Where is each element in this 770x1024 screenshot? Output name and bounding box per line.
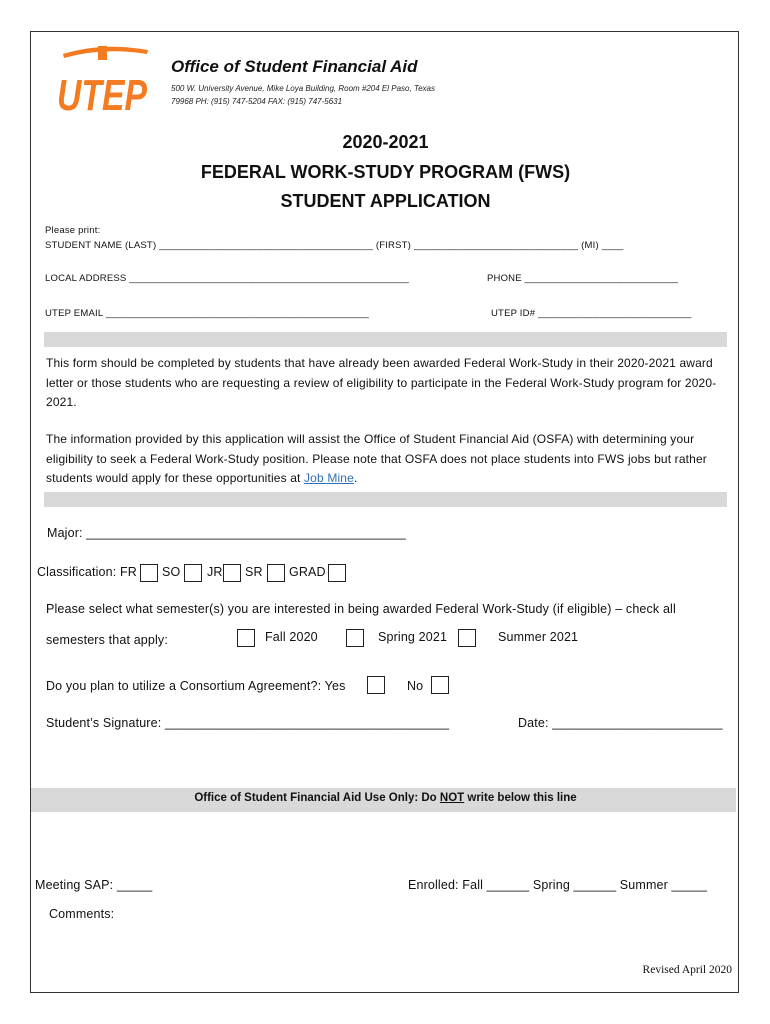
form-year: 2020-2021: [342, 132, 429, 152]
semester-question: Please select what semester(s) you are interested in being awarded Federal Work-Study (if eligible) – check all: [46, 602, 676, 616]
signature-field[interactable]: Student’s Signature: ________________________________________: [46, 716, 450, 730]
application-subtitle: STUDENT APPLICATION: [280, 191, 491, 211]
local-address-field[interactable]: LOCAL ADDRESS ___________________________________________________: [45, 273, 409, 284]
address-line-1: 500 W. University Avenue, Mike Loya Building, Room #204 El Paso, Texas: [171, 84, 435, 93]
meeting-sap-field: Meeting SAP: _____: [35, 878, 153, 892]
program-title: FEDERAL WORK-STUDY PROGRAM (FWS): [200, 162, 571, 182]
classification-label: Classification: FR: [37, 565, 137, 579]
consortium-question: Do you plan to utilize a Consortium Agreement?: Yes: [46, 679, 346, 693]
student-name-field[interactable]: STUDENT NAME (LAST) _______________________________________ (FIRST) ______________________________ (MI) ____: [45, 240, 624, 251]
utep-logo: [53, 40, 153, 120]
grad-label: GRAD: [289, 565, 326, 579]
fr-checkbox[interactable]: [140, 564, 158, 582]
jr-label: JR: [207, 565, 223, 579]
semester-question-cont: semesters that apply:: [46, 633, 168, 647]
info-paragraph-end: .: [353, 471, 358, 485]
info-paragraph: [46, 430, 736, 489]
consortium-no-checkbox[interactable]: [431, 676, 449, 694]
office-use-not: NOT: [439, 792, 465, 804]
sr-checkbox[interactable]: [267, 564, 285, 582]
section-divider-bar-2: [44, 492, 727, 507]
application-form-page: [30, 31, 739, 993]
utep-logo-text: UTEP: [57, 71, 148, 120]
date-field[interactable]: Date: ________________________: [518, 716, 723, 730]
fall-2020-checkbox[interactable]: [237, 629, 255, 647]
enrolled-field: Enrolled: Fall ______ Spring ______ Summer _____: [408, 878, 708, 892]
spring-2021-checkbox[interactable]: [346, 629, 364, 647]
utep-email-field[interactable]: UTEP EMAIL ________________________________________________: [45, 308, 370, 319]
office-use-text: Office of Student Financial Aid Use Only: Do: [194, 792, 440, 804]
so-label: SO: [162, 565, 181, 579]
phone-field[interactable]: PHONE ____________________________: [487, 273, 679, 284]
sr-label: SR: [245, 565, 263, 579]
summer-2021-checkbox[interactable]: [458, 629, 476, 647]
office-title: Office of Student Financial Aid: [171, 57, 418, 76]
please-print-label: Please print:: [45, 225, 101, 236]
revised-date: Revised April 2020: [642, 964, 732, 976]
section-divider-bar: [44, 332, 727, 347]
job-mine-link[interactable]: Job Mine: [304, 471, 354, 485]
intro-paragraph: This form should be completed by students that have already been awarded Federal Work-Study in their 2020-2021 award letter or those students who are requesting a review of eligibility to participate in the Federal Work-Study program for 2020-2021.: [46, 356, 717, 409]
so-checkbox[interactable]: [184, 564, 202, 582]
comments-label: Comments:: [49, 907, 115, 921]
spring-2021-label: Spring 2021: [378, 630, 448, 644]
address-line-2: 79968 PH: (915) 747-5204 FAX: (915) 747-5631: [171, 97, 343, 106]
fall-2020-label: Fall 2020: [265, 630, 318, 644]
major-field[interactable]: Major: _____________________________________________: [47, 526, 406, 540]
office-use-heading: [31, 792, 740, 804]
consortium-yes-checkbox[interactable]: [367, 676, 385, 694]
info-paragraph-text: The information provided by this application will assist the Office of Student Financial Aid (OSFA) with determining your eligibility to seek a Federal Work-Study position. Please note that OSFA does not place students into FWS jobs but rather students would apply for these opportunities at: [46, 432, 707, 485]
jr-checkbox[interactable]: [223, 564, 241, 582]
utep-id-field[interactable]: UTEP ID# ____________________________: [491, 308, 692, 319]
grad-checkbox[interactable]: [328, 564, 346, 582]
consortium-no-label: No: [407, 679, 424, 693]
summer-2021-label: Summer 2021: [498, 630, 579, 644]
office-use-text-end: write below this line: [464, 792, 577, 804]
